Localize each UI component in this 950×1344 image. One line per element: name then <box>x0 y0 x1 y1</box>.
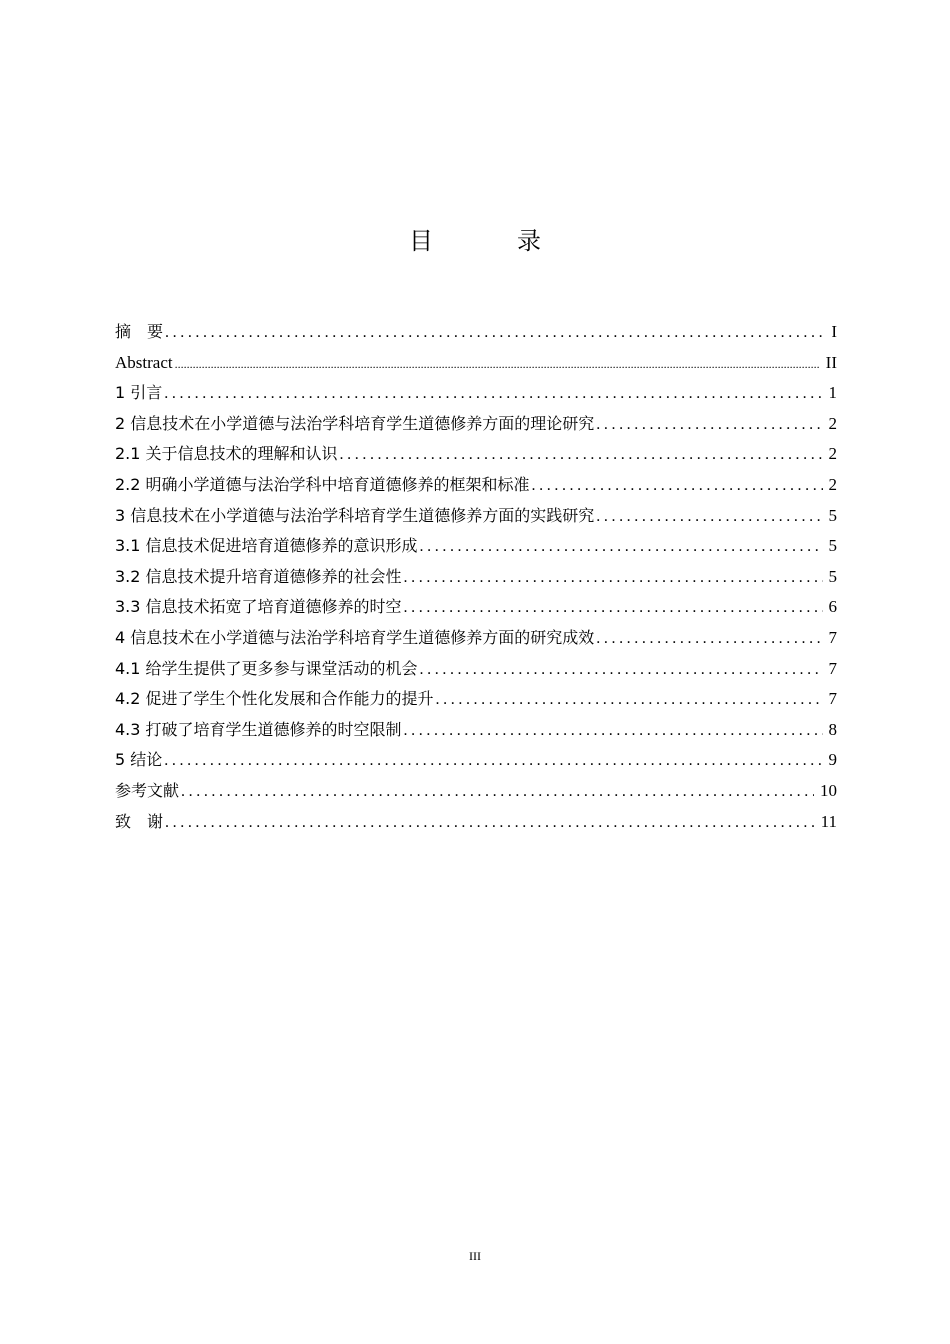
toc-entry-page: 11 <box>820 811 837 831</box>
dot-leader <box>532 471 823 501</box>
dot-leader <box>165 318 825 348</box>
toc-entry-label: 3 信息技术在小学道德与法治学科培育学生道德修养方面的实践研究 <box>115 505 595 525</box>
dot-leader <box>181 777 814 807</box>
toc-entry-label: 参考文献 <box>115 780 180 800</box>
toc-entry-section-4-2[interactable] <box>115 684 837 715</box>
page-title <box>0 226 950 256</box>
dot-leader <box>436 685 823 715</box>
toc-entry-abstract-en[interactable] <box>115 348 837 379</box>
dot-leader <box>404 563 823 593</box>
toc-entry-page: 5 <box>828 505 837 525</box>
toc-entry-label: 3.2 信息技术提升培育道德修养的社会性 <box>115 566 402 586</box>
toc-entry-acknowledgements[interactable] <box>115 807 837 838</box>
toc-entry-page: 9 <box>828 750 837 770</box>
toc-entry-page: 5 <box>828 566 837 586</box>
toc-entry-label: 2.1 关于信息技术的理解和认识 <box>115 444 338 464</box>
toc-entry-page: 1 <box>828 383 837 403</box>
dot-leader <box>596 502 822 532</box>
toc-entry-label: 4.3 打破了培育学生道德修养的时空限制 <box>115 719 402 739</box>
toc-entry-chapter-3[interactable] <box>115 501 837 532</box>
toc-entry-page: I <box>831 322 837 341</box>
toc-entry-page: 5 <box>828 536 837 556</box>
toc-entry-section-2-2[interactable] <box>115 470 837 501</box>
toc-entry-section-4-1[interactable] <box>115 654 837 685</box>
toc-entry-page: 6 <box>828 597 837 617</box>
toc-entry-page: 7 <box>828 658 837 678</box>
dot-leader <box>404 593 823 623</box>
dot-leader <box>596 624 822 654</box>
dot-leader <box>420 655 823 685</box>
toc-entry-label: 4.2 促进了学生个性化发展和合作能力的提升 <box>115 689 434 709</box>
toc-entry-section-3-1[interactable] <box>115 531 837 562</box>
page-number: III <box>469 1249 481 1263</box>
toc-entry-page: II <box>825 352 837 372</box>
dot-leader <box>404 716 823 746</box>
toc-entry-label: 1 引言 <box>115 383 163 403</box>
toc-entry-abstract-cn[interactable] <box>115 317 837 348</box>
dot-leader <box>164 379 822 409</box>
dot-leader <box>420 532 823 562</box>
toc-entry-label: Abstract <box>115 352 173 372</box>
dot-leader <box>175 349 820 379</box>
toc-entry-conclusion[interactable] <box>115 745 837 776</box>
title-char-2: 录 <box>517 227 541 255</box>
dot-leader <box>165 808 815 838</box>
toc-entry-section-3-2[interactable] <box>115 562 837 593</box>
toc-entry-references[interactable] <box>115 776 837 807</box>
dot-leader <box>164 746 822 776</box>
toc-entry-section-4-3[interactable] <box>115 715 837 746</box>
toc-entry-page: 7 <box>828 627 837 647</box>
toc-entry-page: 8 <box>828 719 837 739</box>
toc-entry-page: 10 <box>820 780 837 800</box>
toc-entry-label: 3.3 信息技术拓宽了培育道德修养的时空 <box>115 597 402 617</box>
toc-entry-label: 2 信息技术在小学道德与法治学科培育学生道德修养方面的理论研究 <box>115 413 595 433</box>
toc-entry-section-3-3[interactable] <box>115 592 837 623</box>
dot-leader <box>596 410 822 440</box>
toc-entry-chapter-4[interactable] <box>115 623 837 654</box>
toc-entry-label: 4 信息技术在小学道德与法治学科培育学生道德修养方面的研究成效 <box>115 627 595 647</box>
toc-entry-label: 4.1 给学生提供了更多参与课堂活动的机会 <box>115 658 418 678</box>
table-of-contents <box>115 317 837 837</box>
toc-entry-section-2-1[interactable] <box>115 439 837 470</box>
toc-entry-page: 2 <box>828 413 837 433</box>
title-char-1: 目 <box>409 227 433 255</box>
toc-entry-page: 2 <box>828 444 837 464</box>
toc-entry-label: 5 结论 <box>115 750 163 770</box>
toc-entry-label: 摘 要 <box>115 322 164 341</box>
toc-entry-page: 7 <box>828 689 837 709</box>
toc-entry-page: 2 <box>828 474 837 494</box>
toc-entry-introduction[interactable] <box>115 378 837 409</box>
toc-entry-label: 2.2 明确小学道德与法治学科中培育道德修养的框架和标准 <box>115 474 530 494</box>
toc-entry-label: 3.1 信息技术促进培育道德修养的意识形成 <box>115 536 418 556</box>
dot-leader <box>340 440 823 470</box>
toc-entry-chapter-2[interactable] <box>115 409 837 440</box>
toc-entry-label: 致 谢 <box>115 811 164 831</box>
